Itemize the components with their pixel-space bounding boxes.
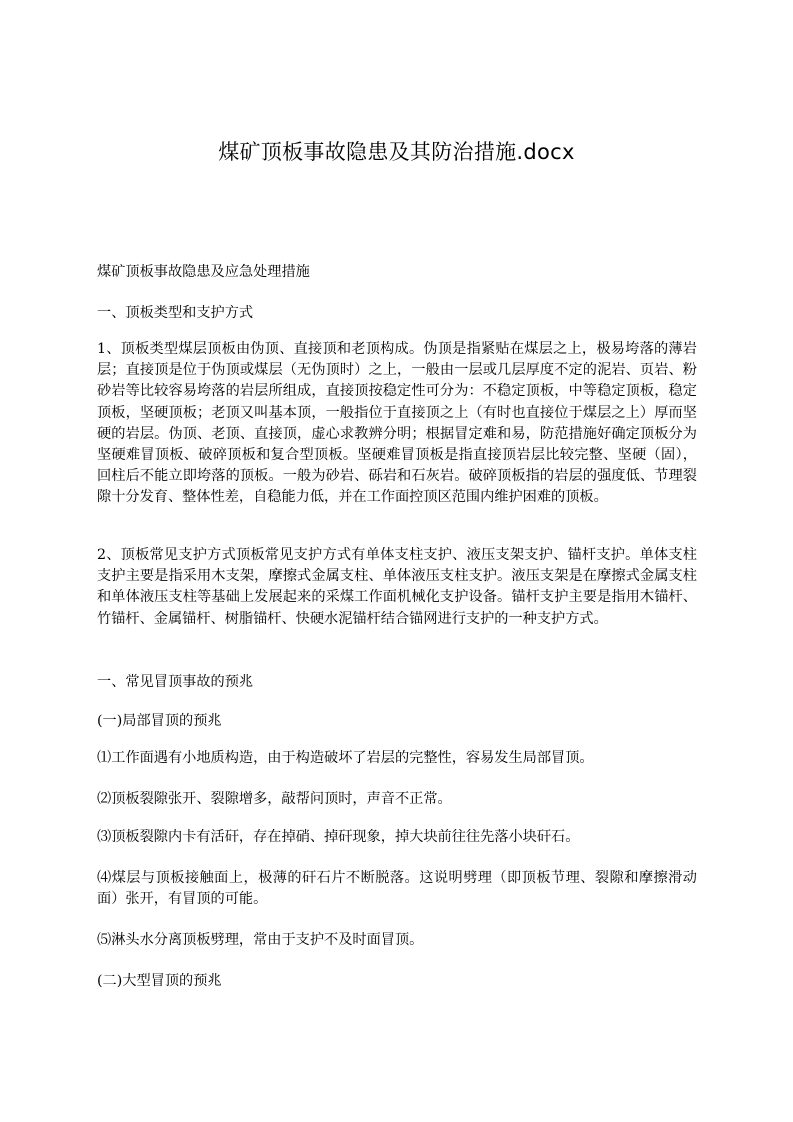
- section-heading-1: 一、顶板类型和支护方式: [97, 305, 254, 321]
- document-title: 煤矿顶板事故隐患及其防治措施.docx: [218, 140, 575, 164]
- subsection-heading-local-roof-fall: (一)局部冒顶的预兆: [97, 713, 222, 729]
- paragraph-roof-types: 1、顶板类型煤层顶板由伪顶、直接顶和老顶构成。伪顶是指紧贴在煤层之上，极易垮落的薄岩层；直接顶是位于伪顶或煤层（无伪顶时）之上，一般由一层或几层厚度不定的泥岩、页岩、粉砂岩等比较容易垮落的岩层所组成，直接顶按稳定性可分为：不稳定顶板，中等稳定顶板，稳定顶板，坚硬顶板；老顶又叫基本顶，一般指位于直接顶之上（有时也直接位于煤层之上）厚而坚硬的岩层。伪顶、老顶、直接顶，虚心求教辨分明；根据冒定难和易，防范措施好确定顶板分为坚硬难冒顶板、破碎顶板和复合型顶板。坚硬难冒顶板是指直接顶岩层比较完整、坚硬（固），回柱后不能立即垮落的顶板。一般为砂岩、砾岩和石灰岩。破碎顶板指的岩层的强度低、节理裂隙十分发育、整体性差，自稳能力低，并在工作面控顶区范围内维护困难的顶板。: [97, 341, 697, 506]
- subsection-heading-large-roof-fall: (二)大型冒顶的预兆: [97, 973, 222, 989]
- paragraph-support-methods: 2、顶板常见支护方式顶板常见支护方式有单体支柱支护、液压支架支护、锚杆支护。单体支柱支护主要是指采用木支架，摩擦式金属支柱、单体液压支柱支护。液压支架是在摩擦式金属支柱和单体液压支柱等基础上发展起来的采煤工作面机械化支护设备。锚杆支护主要是指用木锚杆、竹锚杆、金属锚杆、树脂锚杆、快硬水泥锚杆结合锚网进行支护的一种支护方式。: [97, 547, 697, 627]
- list-item: ⑵顶板裂隙张开、裂隙增多，敲帮问顶时，声音不正常。: [97, 791, 452, 807]
- list-item: ⑴工作面遇有小地质构造，由于构造破坏了岩层的完整性，容易发生局部冒顶。: [97, 750, 594, 766]
- list-item: ⑸淋头水分离顶板劈理，常由于支护不及时面冒顶。: [97, 932, 424, 948]
- list-item: ⑶顶板裂隙内卡有活矸，存在掉硝、掉矸现象，掉大块前往往先落小块矸石。: [97, 829, 580, 845]
- subtitle: 煤矿顶板事故隐患及应急处理措施: [97, 264, 310, 280]
- list-item: ⑷煤层与顶板接触面上，极薄的矸石片不断脱落。这说明劈理（即顶板节理、裂隙和摩擦滑动面）张开，有冒顶的可能。: [97, 870, 697, 908]
- section-heading-2: 一、常见冒顶事故的预兆: [97, 674, 254, 690]
